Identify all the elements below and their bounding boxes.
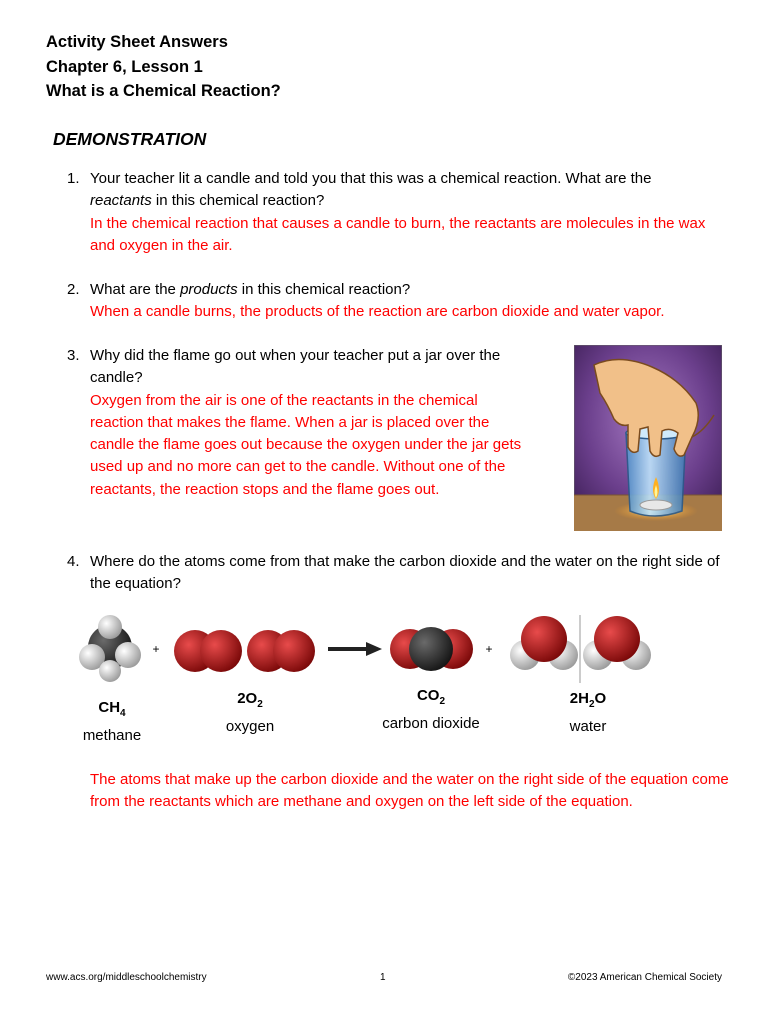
water-formula: $2H_2O$ <box>569 690 607 710</box>
footer-url: www.acs.org/middleschoolchemistry <box>46 972 207 983</box>
title-line-1: Activity Sheet Answers <box>46 33 228 51</box>
question-text: What are the <box>90 281 176 298</box>
reaction-equation-diagram <box>0 605 768 695</box>
question-text-end: in this chemical reaction? <box>155 192 325 210</box>
answer-text-4: The atoms that make up the carbon dioxide and the water on the right side of the equation come from the reactants which are methane and oxygen on the left side of the equation. <box>90 771 729 811</box>
title-line-2: Chapter 6, Lesson 1 <box>46 57 203 76</box>
water-label <box>540 688 636 738</box>
answer-text: In the chemical reaction that causes a candle to burn, the reactants are molecules in the wax and oxygen in the air. <box>90 214 706 254</box>
carbon-dioxide-formula: $CO_2$ <box>416 687 446 707</box>
question-3 <box>67 345 525 501</box>
question-number: 4. <box>67 553 80 570</box>
question-number: 2. <box>67 281 80 298</box>
question-text: Why did the flame go out when your teacher put a jar over the candle? <box>90 347 501 387</box>
question-text: Where do the atoms come from that make the carbon dioxide and the water on the right side of the equation? <box>90 553 720 593</box>
question-2 <box>67 279 727 324</box>
oxygen-label <box>200 688 300 738</box>
question-text-end: in this chemical reaction? <box>241 281 411 298</box>
carbon-dioxide-label <box>366 685 496 735</box>
methane-molecule <box>79 615 141 682</box>
title-line-3: What is a Chemical Reaction? <box>46 82 281 100</box>
carbon-dioxide-name: carbon dioxide <box>382 715 480 732</box>
question-text: Your teacher lit a candle and told you that this was a chemical reaction. What are the <box>90 170 652 187</box>
question-emphasis: products <box>180 281 238 298</box>
question-4 <box>67 551 727 596</box>
oxygen-molecule <box>247 630 315 672</box>
methane-formula: $CH_4$ <box>98 699 126 719</box>
oxygen-formula: $2O_2$ <box>237 690 263 710</box>
oxygen-name: oxygen <box>225 718 275 735</box>
footer-page-number: 1 <box>380 972 386 983</box>
water-molecule <box>583 616 651 670</box>
carbon-dioxide-molecule <box>390 627 473 671</box>
answer-text: Oxygen from the air is one of the reactants in the chemical reaction that makes the flame. When a jar is placed over the candle the flame goes out because the oxygen under the jar gets used up and no more can get to the candle. Without one of the reactants, the reaction stops and the flame goes out. <box>90 391 522 498</box>
oxygen-molecule <box>174 630 242 672</box>
section-heading: DEMONSTRATION <box>53 129 207 149</box>
question-1 <box>67 168 707 257</box>
question-number: 3. <box>67 347 80 364</box>
methane-label <box>60 697 164 747</box>
question-emphasis: reactants <box>90 192 152 210</box>
reaction-arrow <box>328 642 382 656</box>
methane-name: methane <box>82 727 142 744</box>
question-number: 1. <box>67 170 80 187</box>
water-name: water <box>569 718 607 735</box>
plus-sign: + <box>485 642 493 656</box>
page-title-block <box>46 30 281 104</box>
candle-jar-illustration <box>574 345 722 531</box>
footer-copyright: ©2023 American Chemical Society <box>567 972 722 983</box>
plus-sign: + <box>152 642 160 656</box>
answer-text: When a candle burns, the products of the reaction are carbon dioxide and water vapor. <box>90 303 665 321</box>
water-molecule <box>510 616 578 670</box>
